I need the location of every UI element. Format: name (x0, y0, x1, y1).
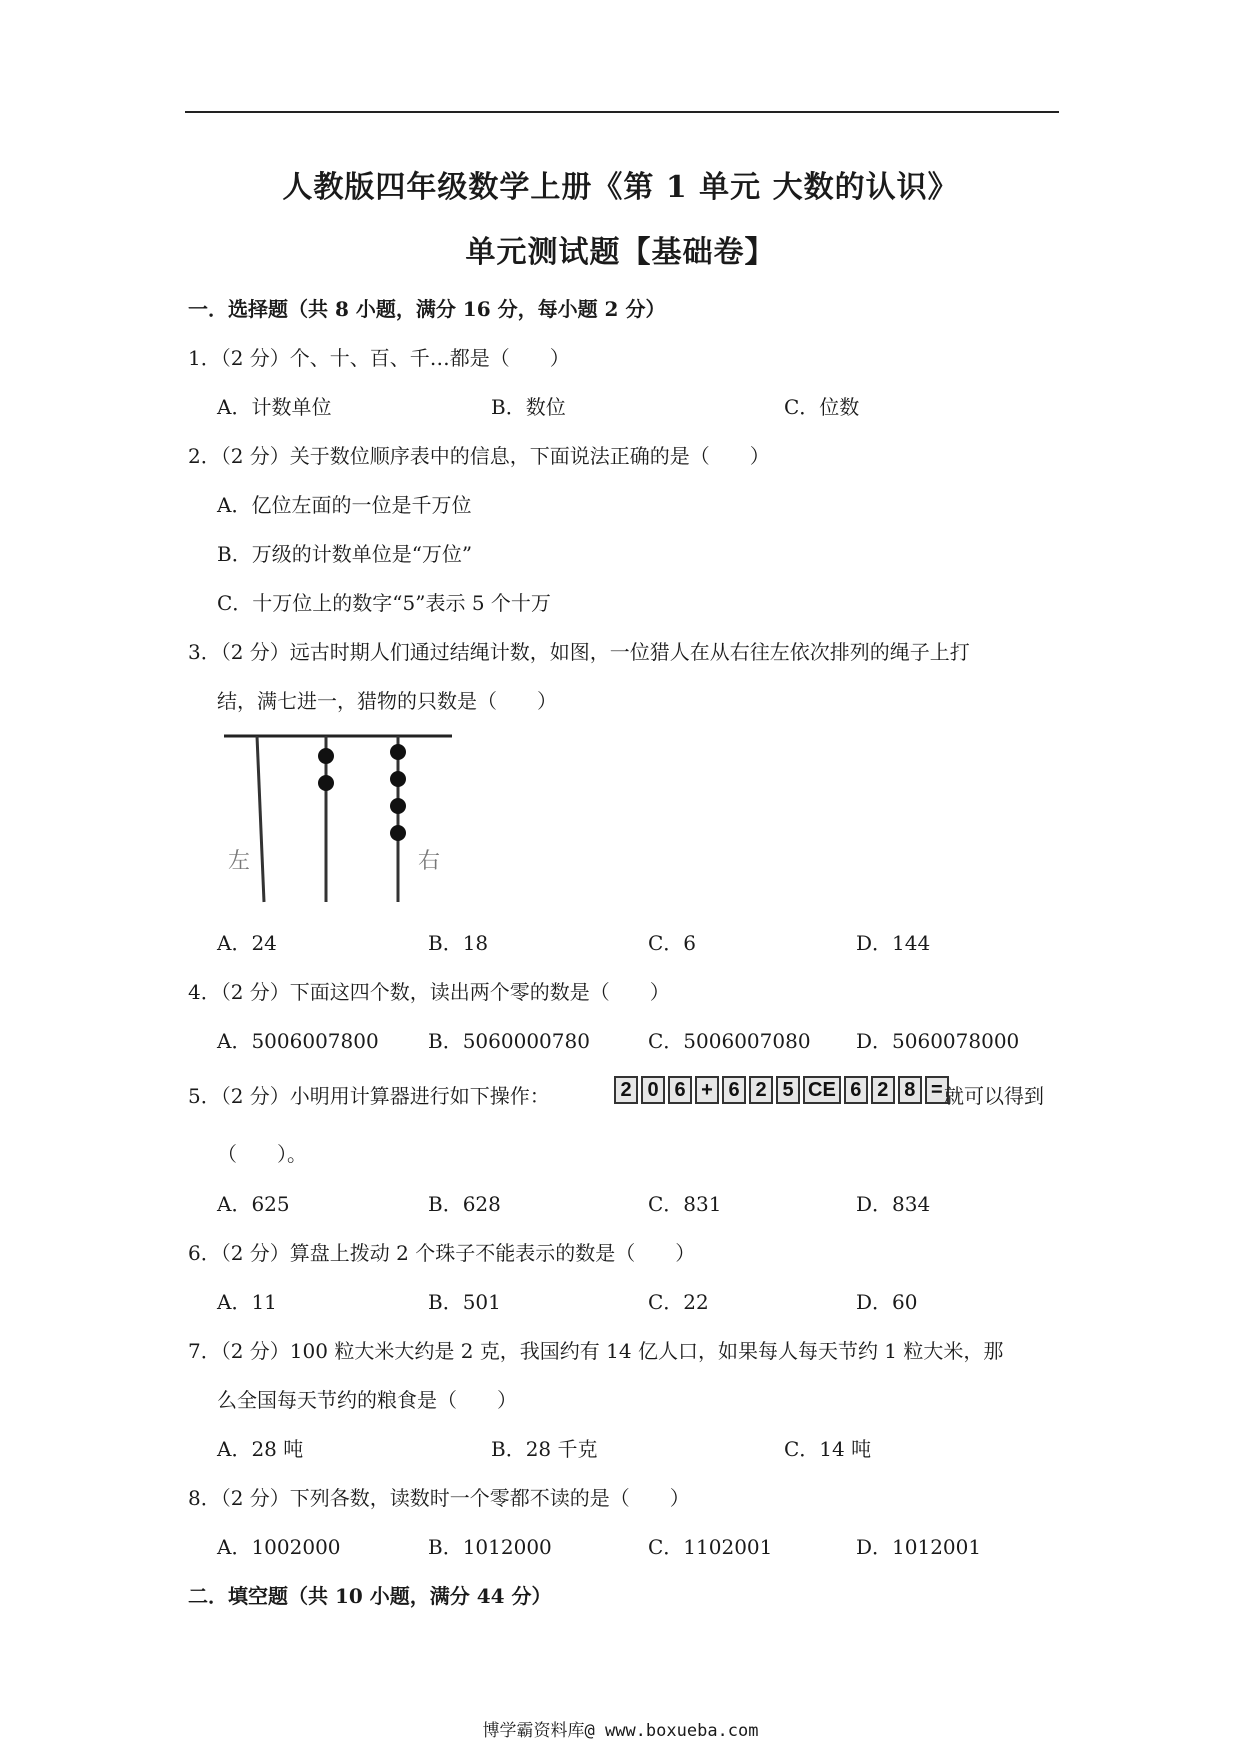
q5-option-b: B．628 (428, 1192, 501, 1216)
calc-key: = (925, 1076, 949, 1104)
calc-key: 8 (898, 1076, 922, 1104)
q8-option-d: D．1012001 (856, 1535, 982, 1559)
q8-option-b: B．1012000 (428, 1535, 552, 1559)
calc-key: 2 (614, 1076, 638, 1104)
q7-option-a: A．28 吨 (217, 1437, 304, 1461)
q2-option-a: A．亿位左面的一位是千万位 (217, 493, 472, 517)
q6-option-d: D．60 (856, 1290, 918, 1314)
knot (390, 771, 406, 787)
q4-option-d: D．5060078000 (856, 1029, 1020, 1053)
calc-key: 6 (668, 1076, 692, 1104)
section-heading-choice: 一．选择题（共 8 小题，满分 16 分，每小题 2 分） (188, 297, 666, 321)
knot (390, 744, 406, 760)
question-5-tail: 就可以得到 (944, 1084, 1044, 1108)
calc-key: 5 (776, 1076, 800, 1104)
knot (390, 825, 406, 841)
question-5-line1: 5．（2 分）小明用计算器进行如下操作： (188, 1084, 550, 1108)
calc-key: 2 (871, 1076, 895, 1104)
question-3-line1: 3．（2 分）远古时期人们通过结绳计数，如图，一位猎人在从右往左依次排列的绳子上打 (188, 640, 970, 664)
q4-option-b: B．5060000780 (428, 1029, 590, 1053)
question-7-line2: 么全国每天节约的粮食是（ ） (217, 1388, 517, 1412)
q5-option-a: A．625 (217, 1192, 290, 1216)
question-8: 8．（2 分）下列各数，读数时一个零都不读的是（ ） (188, 1486, 690, 1510)
q3-option-a: A．24 (217, 931, 277, 955)
question-6: 6．（2 分）算盘上拨动 2 个珠子不能表示的数是（ ） (188, 1241, 696, 1265)
knot (318, 775, 334, 791)
calc-key: 0 (641, 1076, 665, 1104)
q7-option-b: B．28 千克 (491, 1437, 598, 1461)
q3-option-b: B．18 (428, 931, 489, 955)
q6-option-b: B．501 (428, 1290, 501, 1314)
q8-option-a: A．1002000 (217, 1535, 341, 1559)
question-4: 4．（2 分）下面这四个数，读出两个零的数是（ ） (188, 980, 670, 1004)
q6-option-c: C．22 (648, 1290, 709, 1314)
header-rule (185, 111, 1059, 113)
q2-option-b: B．万级的计数单位是“万位” (217, 542, 473, 566)
calc-key: + (695, 1076, 719, 1104)
calc-key: CE (803, 1076, 841, 1104)
q1-option-c: C．位数 (784, 395, 860, 419)
q1-option-a: A．计数单位 (217, 395, 332, 419)
knot (390, 798, 406, 814)
q3-option-c: C．6 (648, 931, 697, 955)
knot (318, 748, 334, 764)
knot-rope-figure (220, 730, 460, 905)
label-right: 右 (418, 849, 441, 874)
q4-option-a: A．5006007800 (217, 1029, 379, 1053)
label-left: 左 (228, 849, 251, 874)
q5-option-c: C．831 (648, 1192, 722, 1216)
calc-key: 6 (844, 1076, 868, 1104)
q3-option-d: D．144 (856, 931, 931, 955)
calc-key: 6 (722, 1076, 746, 1104)
q7-option-c: C．14 吨 (784, 1437, 872, 1461)
question-5-line2: （ ）。 (217, 1142, 307, 1166)
page-title: 人教版四年级数学上册《第 1 单元 大数的认识》 (282, 170, 959, 205)
q2-option-c: C．十万位上的数字“5”表示 5 个十万 (217, 591, 551, 615)
question-3-line2: 结，满七进一，猎物的只数是（ ） (217, 689, 557, 713)
q6-option-a: A．11 (217, 1290, 277, 1314)
rope-left (257, 736, 264, 902)
question-1: 1．（2 分）个、十、百、千…都是（ ） (188, 346, 570, 370)
section-heading-fill: 二．填空题（共 10 小题，满分 44 分） (188, 1584, 552, 1608)
question-2: 2．（2 分）关于数位顺序表中的信息，下面说法正确的是（ ） (188, 444, 770, 468)
q8-option-c: C．1102001 (648, 1535, 773, 1559)
page-subtitle: 单元测试题【基础卷】 (465, 235, 776, 270)
footer-watermark: 博学霸资料库@ www.boxueba.com (482, 1721, 759, 1741)
calc-key: 2 (749, 1076, 773, 1104)
calculator-key-sequence (614, 1076, 949, 1106)
q1-option-b: B．数位 (491, 395, 566, 419)
q5-option-d: D．834 (856, 1192, 931, 1216)
question-7-line1: 7．（2 分）100 粒大米大约是 2 克，我国约有 14 亿人口，如果每人每天节约 1 粒大米，那 (188, 1339, 1004, 1363)
q4-option-c: C．5006007080 (648, 1029, 811, 1053)
